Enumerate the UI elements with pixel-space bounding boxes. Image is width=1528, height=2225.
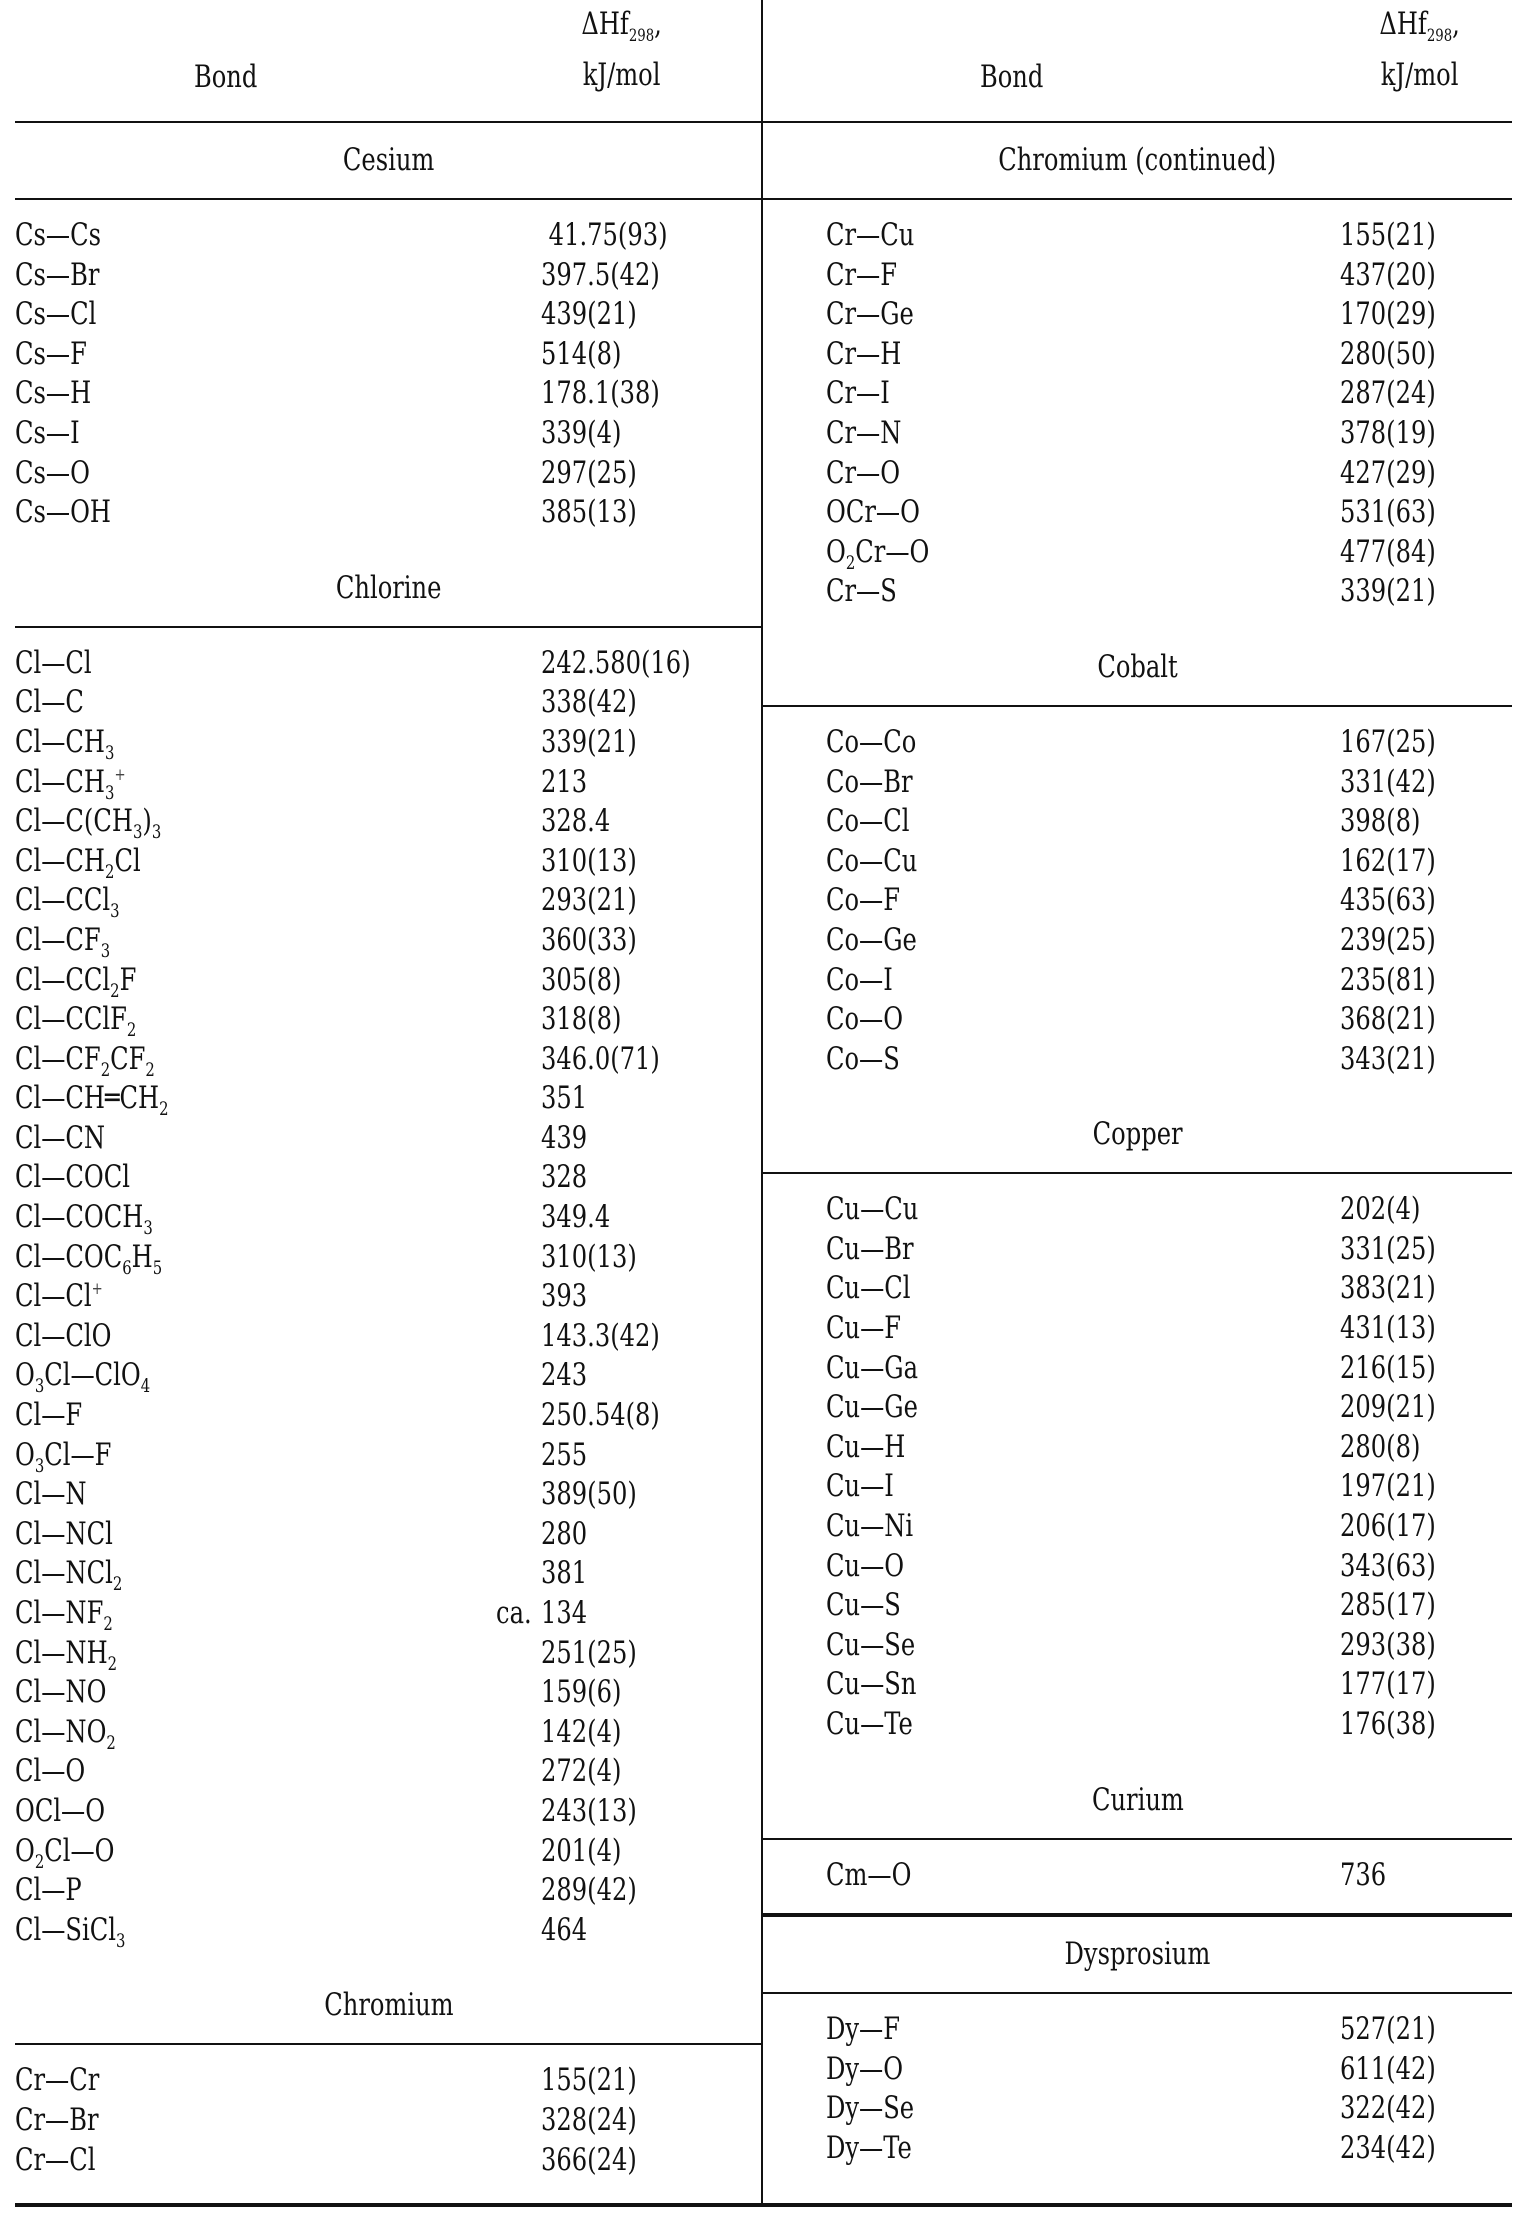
enthalpy-value-cell: 177(17) xyxy=(1340,1666,1436,1703)
table-row xyxy=(763,295,1512,335)
enthalpy-value-cell: 197(21) xyxy=(1340,1468,1436,1505)
bond-cell: Cl—Cl xyxy=(15,644,92,681)
section-rows xyxy=(15,200,762,551)
enthalpy-value-cell: 339(21) xyxy=(1340,573,1436,610)
table-row xyxy=(15,374,762,414)
bond-cell: Cl—O xyxy=(15,1753,86,1790)
table-row xyxy=(763,1856,1512,1896)
header-delta-hf: ΔHf xyxy=(581,5,629,42)
bond-cell: Cr—F xyxy=(826,256,898,293)
table-row xyxy=(15,493,762,533)
bond-cell: Cl—CCl$_3$ xyxy=(15,882,120,923)
enthalpy-value-cell: 243 xyxy=(541,1357,588,1394)
section-chlorine xyxy=(15,551,762,1969)
table-row xyxy=(15,1119,762,1159)
table-row xyxy=(15,1911,762,1951)
section-rows xyxy=(763,1994,1512,2186)
enthalpy-value-cell: 310(13) xyxy=(541,1238,637,1275)
enthalpy-value-cell: 611(42) xyxy=(1340,2050,1436,2087)
bond-cell: $Cl—CH_3^+$ xyxy=(15,763,126,804)
table-row xyxy=(15,723,762,763)
enthalpy-value-cell: 170(29) xyxy=(1340,296,1436,333)
bond-cell: $O_3Cl—F$ xyxy=(15,1436,112,1477)
bond-cell: Cu—Ni xyxy=(826,1508,914,1545)
table-row xyxy=(763,723,1512,763)
table-row xyxy=(763,881,1512,921)
enthalpy-value-cell: 243(13) xyxy=(541,1792,637,1829)
bond-cell: $Cl—CF_3$ xyxy=(15,921,111,962)
bond-cell: Cl—NCl$_2$ xyxy=(15,1555,123,1596)
enthalpy-value-cell: 297(25) xyxy=(541,454,637,491)
bond-cell: $Cl—CH_3$ xyxy=(15,723,115,764)
enthalpy-value-cell: 41.75(93) xyxy=(541,217,668,253)
right-sections xyxy=(763,123,1512,2187)
enthalpy-value-cell: 381 xyxy=(541,1555,588,1592)
enthalpy-value-cell: 242.580(16) xyxy=(541,644,691,681)
bond-cell: $O_3Cl—ClO_4$ xyxy=(15,1357,151,1398)
table-row xyxy=(763,1547,1512,1587)
enthalpy-value-cell: 255 xyxy=(541,1436,588,1473)
table-row xyxy=(763,454,1512,494)
table-row xyxy=(15,2061,762,2101)
enthalpy-value-cell: 143.3(42) xyxy=(541,1317,660,1354)
table-row xyxy=(763,1705,1512,1745)
table-row xyxy=(15,683,762,723)
enthalpy-value-cell: 343(63) xyxy=(1340,1547,1436,1584)
bond-cell: Cu—I xyxy=(826,1468,894,1505)
bond-cell: Co—I xyxy=(826,961,893,998)
section-title xyxy=(763,1917,1512,1994)
bond-cell: Cs—I xyxy=(15,414,80,451)
bond-cell: Cl—NCl xyxy=(15,1515,113,1552)
table-row xyxy=(15,881,762,921)
table-row xyxy=(15,1000,762,1040)
bond-cell: Cr—Ge xyxy=(826,296,914,333)
enthalpy-value-cell: 393 xyxy=(541,1278,588,1315)
enthalpy-value-cell: 531(63) xyxy=(1340,494,1436,531)
enthalpy-value-cell: 213 xyxy=(541,763,588,800)
table-row xyxy=(15,1198,762,1238)
enthalpy-value-cell: 339(4) xyxy=(541,414,622,451)
bond-cell: OCl—O xyxy=(15,1792,106,1829)
section-title-text: Dysprosium xyxy=(1064,1936,1211,1973)
bond-cell: Cl—COCl xyxy=(15,1159,130,1196)
table-row xyxy=(763,1190,1512,1230)
bond-cell: Cl—C xyxy=(15,684,84,721)
bond-cell: Cu—S xyxy=(826,1587,901,1624)
enthalpy-value-cell: 346.0(71) xyxy=(541,1040,660,1077)
bond-cell: Cs—Cl xyxy=(15,296,97,333)
bond-cell: Cr—I xyxy=(826,375,890,412)
enthalpy-value-cell: 378(19) xyxy=(1340,414,1436,451)
enthalpy-value-cell: 331(42) xyxy=(1340,763,1436,800)
enthalpy-value-cell: 250.54(8) xyxy=(541,1397,660,1434)
enthalpy-value-cell: 318(8) xyxy=(541,1001,622,1038)
bond-cell: Cm—O xyxy=(826,1856,912,1893)
table-row xyxy=(763,1665,1512,1705)
enthalpy-value-cell: 398(8) xyxy=(1340,803,1421,840)
section-cobalt xyxy=(763,630,1512,1097)
bond-cell: $Cl—CF_2CF_2$ xyxy=(15,1040,155,1081)
table-row xyxy=(15,1832,762,1872)
table-row xyxy=(15,1752,762,1792)
enthalpy-value-cell: 280(50) xyxy=(1340,335,1436,372)
bond-cell: Cl—CN xyxy=(15,1119,106,1156)
section-title xyxy=(763,630,1512,707)
table-row xyxy=(763,2129,1512,2169)
table-row xyxy=(15,961,762,1001)
bond-cell: Co—S xyxy=(826,1040,900,1077)
table-row xyxy=(763,572,1512,612)
section-title-text: Chromium (continued) xyxy=(998,142,1277,178)
table-row xyxy=(763,2010,1512,2050)
enthalpy-value-cell: 366(24) xyxy=(541,2141,637,2178)
bond-cell: Cu—Te xyxy=(826,1706,913,1742)
section-dysprosium xyxy=(763,1913,1512,2186)
section-title-text: Chlorine xyxy=(335,569,442,606)
enthalpy-value-cell: 206(17) xyxy=(1340,1508,1436,1545)
table-row xyxy=(15,1673,762,1713)
bond-cell: Co—Cl xyxy=(826,803,910,840)
bond-cell: Cl—SiCl$_3$ xyxy=(15,1911,126,1952)
header-delta-hf: ΔHf xyxy=(1379,5,1427,42)
section-title xyxy=(15,1968,762,2045)
bond-cell: Cr—H xyxy=(826,335,902,372)
right-table xyxy=(763,0,1512,2187)
bond-cell: Cr—S xyxy=(826,573,897,610)
table-row xyxy=(15,1356,762,1396)
enthalpy-value-cell: 360(33) xyxy=(541,921,637,958)
enthalpy-value-cell: 176(38) xyxy=(1340,1706,1436,1742)
bond-cell: Cl—NO xyxy=(15,1674,107,1711)
bond-cell: Cu—Cl xyxy=(826,1270,911,1307)
section-rows xyxy=(763,707,1512,1097)
table-row xyxy=(15,1317,762,1357)
table-row xyxy=(763,763,1512,803)
header-comma: , xyxy=(1452,5,1460,42)
enthalpy-value-cell: 349.4 xyxy=(541,1199,611,1236)
bond-cell: Cs—OH xyxy=(15,494,112,531)
table-row xyxy=(763,2050,1512,2090)
table-row xyxy=(15,1475,762,1515)
table-row xyxy=(763,374,1512,414)
enthalpy-value-cell: 437(20) xyxy=(1340,256,1436,293)
table-row xyxy=(763,802,1512,842)
table-header xyxy=(763,0,1512,123)
bond-cell: $Cl—NF_2$ xyxy=(15,1595,113,1635)
enthalpy-value-cell: 328 xyxy=(541,1159,588,1196)
table-row xyxy=(15,1713,762,1753)
header-subscript: 298 xyxy=(628,26,655,46)
table-row xyxy=(763,2089,1512,2129)
table-row xyxy=(763,414,1512,454)
table-row xyxy=(15,1277,762,1317)
table-row xyxy=(763,1626,1512,1666)
table-row xyxy=(15,802,762,842)
table-row xyxy=(15,1396,762,1436)
enthalpy-value-cell: 159(6) xyxy=(541,1674,622,1711)
table-row xyxy=(15,414,762,454)
section-title xyxy=(15,551,762,628)
table-row xyxy=(15,921,762,961)
enthalpy-value-cell: 251(25) xyxy=(541,1634,637,1671)
enthalpy-value-cell: 155(21) xyxy=(541,2062,637,2099)
table-row xyxy=(763,256,1512,296)
bond-cell: Cs—Cs xyxy=(15,217,102,253)
section-rows xyxy=(763,1840,1512,1914)
bond-cell: Cu—Br xyxy=(826,1230,914,1267)
section-rows xyxy=(763,1174,1512,1762)
bond-cell: Cr—Cr xyxy=(15,2062,100,2099)
section-cesium xyxy=(15,123,762,551)
bond-cell: Cu—H xyxy=(826,1428,906,1465)
left-sections xyxy=(15,123,762,2198)
enthalpy-value-cell: 328.4 xyxy=(541,803,611,840)
section-rows xyxy=(763,200,1512,630)
bond-cell: Co—Cu xyxy=(826,842,918,879)
bond-cell: Cs—Br xyxy=(15,256,100,293)
bond-cell: Cu—Cu xyxy=(826,1191,919,1228)
enthalpy-value-cell: 427(29) xyxy=(1340,454,1436,491)
bond-cell: $Cl—NH_2$ xyxy=(15,1634,118,1675)
table-row xyxy=(763,1388,1512,1428)
enthalpy-value-cell: 397.5(42) xyxy=(541,256,660,293)
bond-cell: Cl—CCl$_2$F xyxy=(15,961,137,1002)
enthalpy-value-cell: 343(21) xyxy=(1340,1040,1436,1077)
table-row xyxy=(15,1871,762,1911)
enthalpy-value-cell: 272(4) xyxy=(541,1753,622,1790)
bond-cell: Cs—H xyxy=(15,375,92,412)
table-row xyxy=(15,256,762,296)
enthalpy-value-cell: 162(17) xyxy=(1340,842,1436,879)
table-header xyxy=(15,0,762,123)
bond-cell: Dy—F xyxy=(826,2011,901,2048)
enthalpy-value-cell: 527(21) xyxy=(1340,2011,1436,2048)
bond-cell: Cl—Cl+ xyxy=(15,1278,103,1315)
section-title xyxy=(763,1097,1512,1174)
bond-cell: Dy—O xyxy=(826,2050,904,2087)
enthalpy-value-cell: 338(42) xyxy=(541,684,637,721)
enthalpy-value-cell: 201(4) xyxy=(541,1832,622,1869)
bond-cell: Co—Co xyxy=(826,723,917,760)
value-qualifier: ca. xyxy=(496,1595,532,1631)
enthalpy-value-cell: 289(42) xyxy=(541,1872,637,1909)
enthalpy-value-cell: 439(21) xyxy=(541,296,637,333)
table-row xyxy=(15,763,762,803)
table-row xyxy=(15,842,762,882)
enthalpy-value-cell: 328(24) xyxy=(541,2101,637,2138)
enthalpy-value-cell: 234(42) xyxy=(1340,2129,1436,2166)
table-row xyxy=(763,335,1512,375)
bond-cell: Cr—Cl xyxy=(15,2141,96,2178)
section-title-text: Cobalt xyxy=(1097,648,1178,685)
header-units: kJ/mol xyxy=(1380,57,1459,93)
bond-cell: Cr—O xyxy=(826,454,901,491)
bond-cell: Cu—Ga xyxy=(826,1349,918,1386)
enthalpy-value-cell: 368(21) xyxy=(1340,1001,1436,1038)
table-row xyxy=(15,1594,762,1634)
bond-cell: OCr—O xyxy=(826,494,920,531)
table-row xyxy=(15,1040,762,1080)
bond-cell: $Cl—COCH_3$ xyxy=(15,1199,153,1240)
section-title xyxy=(763,1763,1512,1840)
bond-cell: Cl—P xyxy=(15,1872,82,1909)
section-title-text: Copper xyxy=(1092,1116,1183,1153)
table-row xyxy=(763,1269,1512,1309)
enthalpy-value-cell: 280 xyxy=(541,1515,588,1552)
table-row xyxy=(763,1000,1512,1040)
enthalpy-value-cell: 155(21) xyxy=(1340,217,1436,253)
table-row xyxy=(763,493,1512,533)
enthalpy-column-header xyxy=(1379,5,1460,95)
enthalpy-column-header xyxy=(581,5,662,95)
bond-cell: $Cl—CH_2Cl$ xyxy=(15,842,141,883)
bond-cell: Dy—Te xyxy=(826,2129,912,2166)
bond-cell: Cu—O xyxy=(826,1547,905,1584)
bond-cell: Cl—F xyxy=(15,1397,83,1434)
table-row xyxy=(763,216,1512,256)
table-row xyxy=(15,1079,762,1119)
bond-cell: Cl—ClO xyxy=(15,1317,112,1354)
enthalpy-value-cell: 322(42) xyxy=(1340,2090,1436,2127)
bond-column-header: Bond xyxy=(979,59,1044,95)
bond-cell: Cs—O xyxy=(15,454,90,491)
table-row xyxy=(763,921,1512,961)
section-title xyxy=(15,123,762,200)
table-row xyxy=(763,1309,1512,1349)
enthalpy-value-cell: 235(81) xyxy=(1340,961,1436,998)
section-title-text: Cesium xyxy=(342,142,435,178)
bond-cell: $Cl—NO_2$ xyxy=(15,1713,116,1754)
bond-column-header: Bond xyxy=(193,59,258,95)
bond-cell: $Cl—C(CH_3)_3$ xyxy=(15,803,162,844)
table-row xyxy=(763,1230,1512,1270)
bond-cell: Cu—Ge xyxy=(826,1389,918,1426)
enthalpy-value-cell: 331(25) xyxy=(1340,1230,1436,1267)
bond-cell: Co—O xyxy=(826,1001,904,1038)
table-row xyxy=(763,1467,1512,1507)
enthalpy-value-cell: 310(13) xyxy=(541,842,637,879)
bond-cell: Cl—CClF$_2$ xyxy=(15,1001,137,1042)
table-row xyxy=(15,1515,762,1555)
table-row xyxy=(15,335,762,375)
bond-cell: Co—Br xyxy=(826,763,913,800)
enthalpy-value-cell: 285(17) xyxy=(1340,1587,1436,1624)
section-chromium-continued xyxy=(763,123,1512,630)
bond-cell: Cu—Sn xyxy=(826,1666,917,1703)
section-curium xyxy=(763,1763,1512,1914)
enthalpy-value-cell: 351 xyxy=(541,1080,588,1117)
header-comma: , xyxy=(654,5,662,42)
enthalpy-value-cell: 134 xyxy=(541,1595,588,1631)
table-row xyxy=(15,1634,762,1674)
table-row xyxy=(763,961,1512,1001)
bond-cell: Co—Ge xyxy=(826,921,917,958)
table-row xyxy=(763,1040,1512,1080)
enthalpy-value-cell: 216(15) xyxy=(1340,1349,1436,1386)
table-row xyxy=(15,454,762,494)
bond-cell: Cl—N xyxy=(15,1476,87,1513)
bond-cell: Cs—F xyxy=(15,335,87,372)
section-rows xyxy=(15,2045,762,2198)
left-table xyxy=(15,0,762,2198)
header-subscript: 298 xyxy=(1426,26,1453,46)
enthalpy-value-cell: 435(63) xyxy=(1340,882,1436,919)
bond-cell: Co—F xyxy=(826,882,901,919)
bond-cell: $Cl—CH═CH_2$ xyxy=(15,1080,169,1121)
table-row xyxy=(15,1238,762,1278)
section-copper xyxy=(763,1097,1512,1762)
enthalpy-value-cell: 167(25) xyxy=(1340,723,1436,760)
enthalpy-value-cell: 202(4) xyxy=(1340,1191,1421,1228)
enthalpy-value-cell: 514(8) xyxy=(541,335,622,372)
table-row xyxy=(763,1349,1512,1389)
table-row xyxy=(15,295,762,335)
enthalpy-value-cell: 293(38) xyxy=(1340,1626,1436,1663)
bond-cell: Dy—Se xyxy=(826,2090,915,2127)
enthalpy-value-cell: 280(8) xyxy=(1340,1428,1421,1465)
enthalpy-value-cell: 736 xyxy=(1340,1856,1387,1893)
section-chromium xyxy=(15,1968,762,2198)
table-row xyxy=(15,1436,762,1476)
enthalpy-value-cell: 339(21) xyxy=(541,723,637,760)
bond-cell: $O_2Cl—O$ xyxy=(15,1832,115,1873)
enthalpy-value-cell: 287(24) xyxy=(1340,375,1436,412)
enthalpy-value-cell: 305(8) xyxy=(541,961,622,998)
enthalpy-value-cell: 385(13) xyxy=(541,494,637,531)
bond-cell: Cr—Cu xyxy=(826,217,915,253)
table-row xyxy=(763,533,1512,573)
table-bottom-rule xyxy=(15,2203,1512,2207)
enthalpy-value-cell: 209(21) xyxy=(1340,1389,1436,1426)
bond-cell: $O_2Cr—O$ xyxy=(826,533,930,574)
enthalpy-value-cell: 178.1(38) xyxy=(541,375,660,412)
section-title-text: Curium xyxy=(1091,1781,1184,1818)
table-row xyxy=(15,1554,762,1594)
enthalpy-value-cell: 142(4) xyxy=(541,1713,622,1750)
table-row xyxy=(763,1507,1512,1547)
table-row xyxy=(15,216,762,256)
enthalpy-value-cell: 431(13) xyxy=(1340,1310,1436,1347)
enthalpy-value-cell: 389(50) xyxy=(541,1476,637,1513)
bond-cell: $Cl—COC_6H_5$ xyxy=(15,1238,163,1279)
table-row xyxy=(763,1586,1512,1626)
bond-cell: Cr—N xyxy=(826,414,902,451)
header-units: kJ/mol xyxy=(582,57,661,93)
bond-cell: Cr—Br xyxy=(15,2101,99,2138)
table-row xyxy=(763,842,1512,882)
table-row xyxy=(15,1792,762,1832)
enthalpy-value-cell: 293(21) xyxy=(541,882,637,919)
table-row xyxy=(15,2141,762,2181)
table-row xyxy=(15,644,762,684)
enthalpy-value-cell: 439 xyxy=(541,1119,588,1156)
section-title xyxy=(763,123,1512,200)
enthalpy-value-cell: 464 xyxy=(541,1911,588,1948)
enthalpy-value-cell: 383(21) xyxy=(1340,1270,1436,1307)
enthalpy-value-cell: 239(25) xyxy=(1340,921,1436,958)
bond-cell: Cu—Se xyxy=(826,1626,916,1663)
table-row xyxy=(15,2101,762,2141)
enthalpy-value-cell: 477(84) xyxy=(1340,533,1436,570)
table-row xyxy=(15,1158,762,1198)
bond-cell: Cu—F xyxy=(826,1310,902,1347)
section-rows xyxy=(15,628,762,1969)
section-title-text: Chromium xyxy=(323,1987,454,2024)
table-row xyxy=(763,1428,1512,1468)
